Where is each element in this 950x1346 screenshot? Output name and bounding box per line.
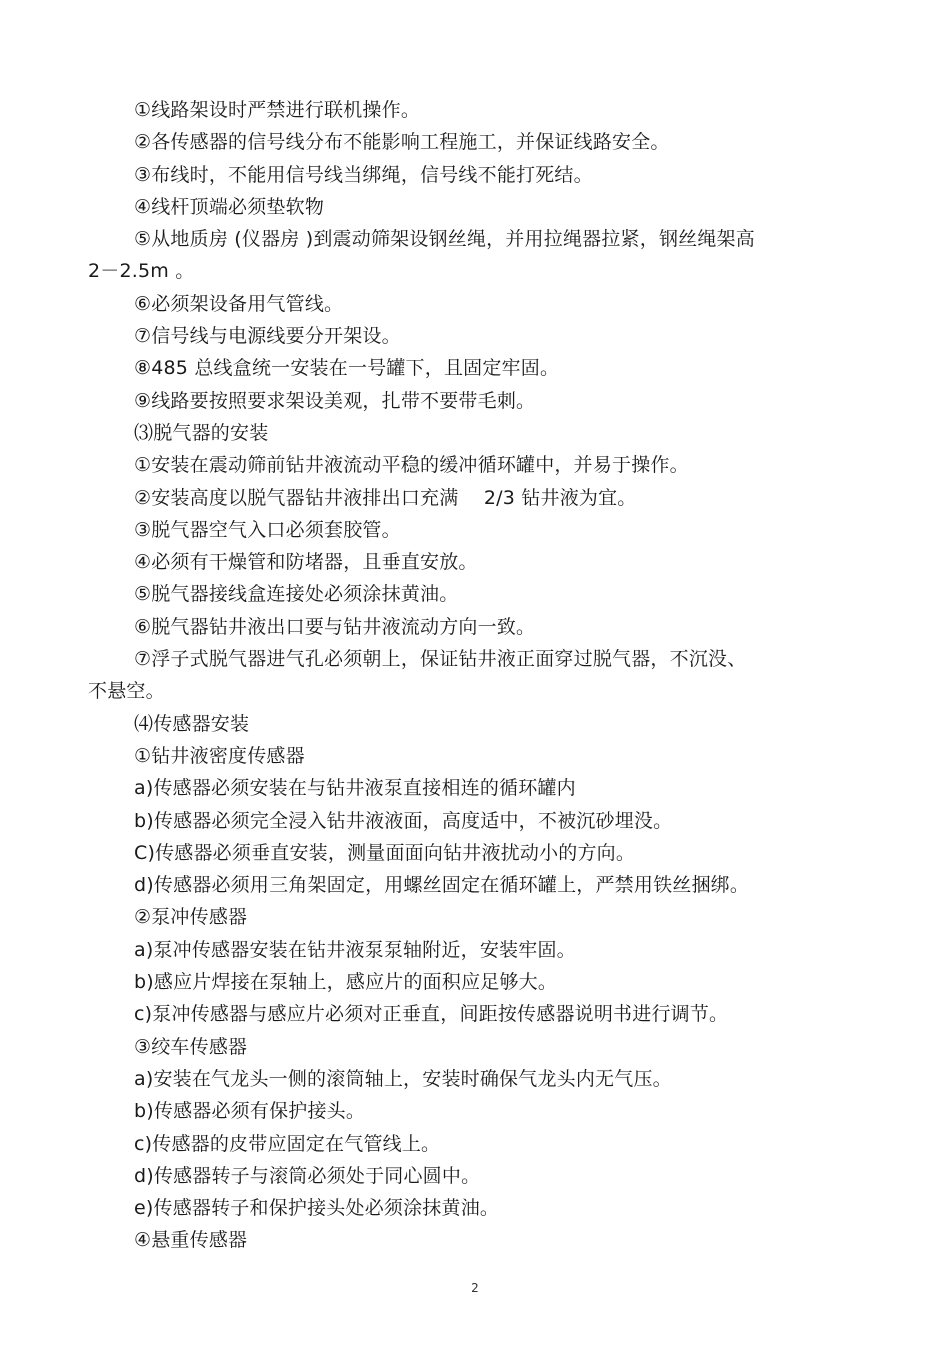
text-line: ②安装高度以脱气器钻井液排出口充满 2/3 钻井液为宜。 <box>134 486 637 509</box>
text-line: ⑤从地质房 (仪器房 )到震动筛架设钢丝绳，并用拉绳器拉紧，钢丝绳架高 <box>134 228 755 251</box>
text-line: c)传感器的皮带应固定在气管线上。 <box>134 1132 441 1155</box>
text-line: d)传感器必须用三角架固定，用螺丝固定在循环罐上，严禁用铁丝捆绑。 <box>134 874 750 897</box>
text-line: ⑧485 总线盒统一安装在一号罐下，且固定牢固。 <box>134 357 560 380</box>
text-line: ①线路架设时严禁进行联机操作。 <box>134 99 421 121</box>
text-line: d)传感器转子与滚筒必须处于同心圆中。 <box>134 1164 481 1187</box>
text-line: ③布线时，不能用信号线当绑绳，信号线不能打死结。 <box>134 163 593 186</box>
section-heading: ⑶脱气器的安装 <box>134 421 269 444</box>
subsection-heading: ①钻井液密度传感器 <box>134 744 305 767</box>
text-line: b)传感器必须完全浸入钻井液液面，高度适中，不被沉砂埋没。 <box>134 809 673 832</box>
page-number: 2 <box>471 1281 479 1295</box>
text-line: ⑤脱气器接线盒连接处必须涂抹黄油。 <box>134 583 459 606</box>
text-line: C)传感器必须垂直安装，测量面面向钻井液扰动小的方向。 <box>134 841 636 864</box>
section-heading: ⑷传感器安装 <box>134 712 250 735</box>
text-line: b)感应片焊接在泵轴上，感应片的面积应足够大。 <box>134 971 558 994</box>
text-line: a)传感器必须安装在与钻井液泵直接相连的循环罐内 <box>134 777 576 800</box>
document-body <box>88 0 858 1257</box>
text-line: a)安装在气龙头一侧的滚筒轴上，安装时确保气龙头内无气压。 <box>134 1067 672 1090</box>
text-line: e)传感器转子和保护接头处必须涂抹黄油。 <box>134 1197 500 1220</box>
subsection-heading: ④悬重传感器 <box>134 1229 248 1252</box>
text-line: ②各传感器的信号线分布不能影响工程施工，并保证线路安全。 <box>134 131 670 154</box>
text-line: a)泵冲传感器安装在钻井液泵泵轴附近，安装牢固。 <box>134 938 576 961</box>
text-line: ③脱气器空气入口必须套胶管。 <box>134 518 401 541</box>
subsection-heading: ②泵冲传感器 <box>134 906 248 929</box>
text-line: ⑥脱气器钻井液出口要与钻井液流动方向一致。 <box>134 615 536 638</box>
text-line: b)传感器必须有保护接头。 <box>134 1100 366 1123</box>
text-line: ①安装在震动筛前钻井液流动平稳的缓冲循环罐中，并易于操作。 <box>134 454 689 477</box>
text-line: ④必须有干燥管和防堵器，且垂直安放。 <box>134 551 478 574</box>
text-line: 2－2.5m 。 <box>88 260 195 283</box>
text-line: ⑦浮子式脱气器进气孔必须朝上，保证钻井液正面穿过脱气器，不沉没、 <box>134 648 747 671</box>
document-page <box>88 0 858 1346</box>
text-line: ⑨线路要按照要求架设美观，扎带不要带毛刺。 <box>134 389 536 412</box>
text-line: c)泵冲传感器与感应片必须对正垂直，间距按传感器说明书进行调节。 <box>134 1003 729 1026</box>
subsection-heading: ③绞车传感器 <box>134 1035 248 1058</box>
text-line: ⑦信号线与电源线要分开架设。 <box>134 325 401 348</box>
text-line: ⑥必须架设备用气管线。 <box>134 292 344 315</box>
text-line: 不悬空。 <box>88 680 165 703</box>
text-line: ④线杆顶端必须垫软物 <box>134 195 325 218</box>
